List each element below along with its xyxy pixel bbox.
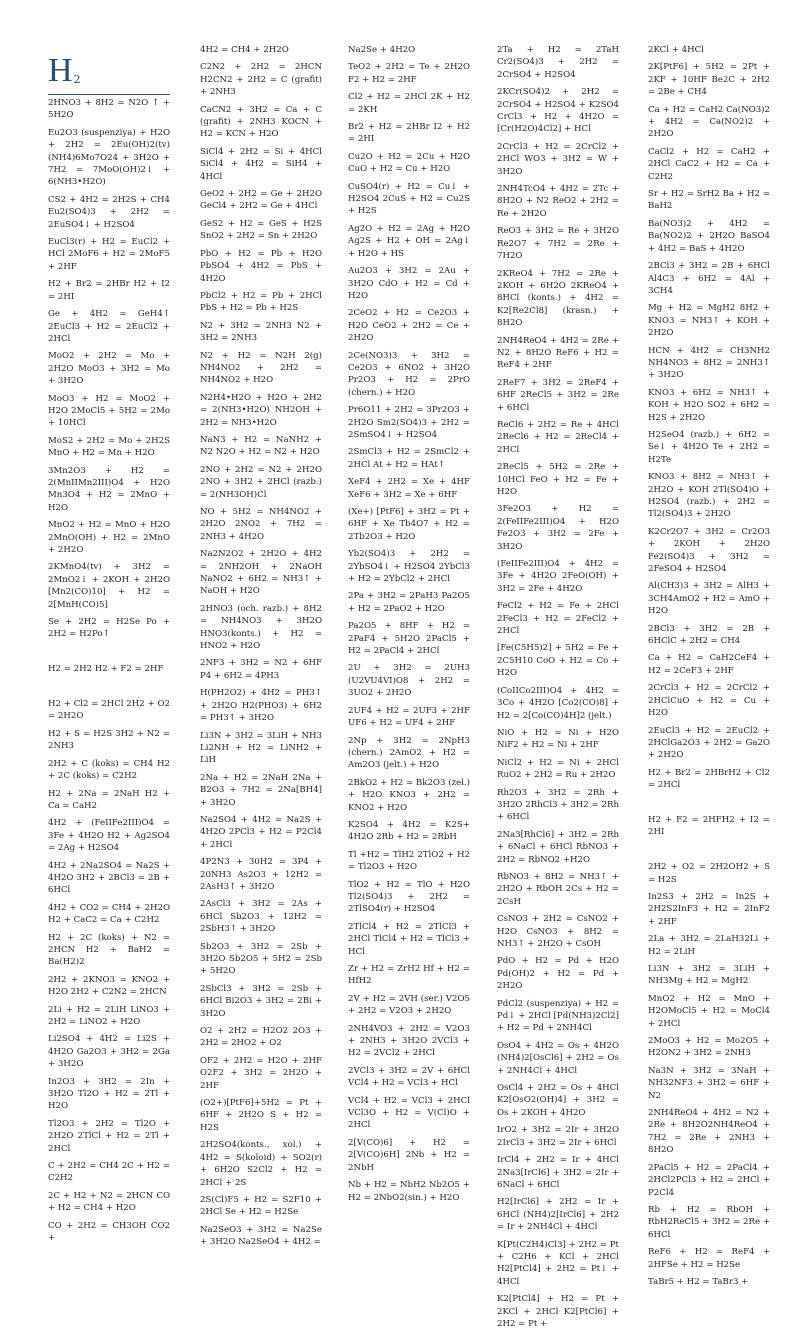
equation-line: 2S(Cl)F5 + H2 = S2F10 + 2HCl Se + H2 = H2Se xyxy=(200,1194,322,1218)
equation-line: 4H2 + (FeIIFe2III)O4 = 3Fe + 4H2O H2 + Ag2SO4 = 2Ag + H2SO4 xyxy=(48,818,170,854)
equation-line: Yb2(SO4)3 + 2H2 = 2YbSO4↓ + H2SO4 2YbCl3 + H2 = 2YbCl2 + 2HCl xyxy=(348,549,470,585)
equation-line: K2[PtCl4] + H2 = Pt + 2KCl + 2HCl K2[PtCl6] + 2H2 = Pt + xyxy=(497,1294,619,1329)
equation-line: IrO2 + 3H2 = 2Ir + 3H2O 2IrCl3 + 3H2 = 2Ir + 6HCl xyxy=(497,1125,619,1148)
equation-line: 2NF3 + 3H2 = N2 + 6HF P4 + 6H2 = 4PH3 xyxy=(200,658,322,681)
equation-line: ReF6 + H2 = ReF4 + 2HFSe + H2 = H2Se xyxy=(648,1247,770,1270)
equation-line: H2 + 2C (koks) + N2 = 2HCN H2 + BaH2 = Ba(H2)2 xyxy=(48,932,170,968)
equation-line: 2H2 + 2KNO3 = KNO2 + H2O 2H2 + C2N2 = 2HCN xyxy=(48,974,170,998)
equation-line: Sr + H2 = SrH2 Ba + H2 = BaH2 xyxy=(648,189,770,212)
equation-line: 2BCl3 + 3H2 = 2B + 6HCl Al4C3 + 6H2 = 4Al + 3CH4 xyxy=(648,261,770,296)
equation-line: K2Cr2O7 + 3H2 = Cr2O3 + 2KOH + 2H2O Fe2(SO4)3 + 3H2 = 2FeSO4 + H2SO4 xyxy=(648,526,770,575)
equation-line: TaBr5 + H2 = TaBr3 + xyxy=(648,1276,749,1287)
equation-line: Sb2O3 + 3H2 = 2Sb + 3H2O Sb2O5 + 5H2 = 2Sb + 5H2O xyxy=(200,941,322,977)
equation-line: KNO3 + 8H2 = NH3↑ + 2H2O + KOH 2Tl(SO4)O + H2SO4 (razb.) + 2H2 = Tl2(SO4)3 + 2H2O xyxy=(648,472,770,520)
equation-line: K[Pt(C2H4)Cl3] + 2H2 = Pt + C2H6 + KCl + 2HCl H2[PtCl4] + 2H2 = Pt↓ + 4HCl xyxy=(497,1239,619,1287)
equation-line: MoO3 + H2 = MoO2 + H2O 2MoCl5 + 5H2 = 2Mo + 10HCl xyxy=(48,393,170,429)
equation-line: CS2 + 4H2 = 2H2S + CH4 Eu2(SO4)3 + 2H2 = 2EuSO4↓ + H2SO4 xyxy=(48,194,170,230)
equation-line: OsCl4 + 2H2 = Os + 4HCl K2[OsO2(OH)4] + 3H2 = Os + 2KOH + 4H2O xyxy=(497,1083,619,1118)
equation-line: 2SmCl3 + H2 = 2SmCl2 + 2HCl At + H2 = HAt↑ xyxy=(348,447,470,470)
equation-line: 3Fe2O3 + H2 = 2(FeIIFe2III)O4 + H2O Fe2O3 + 3H2 = 2Fe + 3H2O xyxy=(497,504,619,552)
equation-line: 2Ta + H2 = 2TaH Cr2(SO4)3 + 2H2 = 2CrSO4 + H2SO4 xyxy=(497,45,619,80)
equation-line: 2H2 + C (koks) = CH4 H2 + 2C (koks) = C2H2 xyxy=(48,758,170,782)
equation-line: 2MoO3 + H2 = Mo2O5 + H2ON2 + 3H2 = 2NH3 xyxy=(648,1036,770,1059)
equation-line: 2AsCl3 + 3H2 = 2As + 6HCl Sb2O3 + 12H2 = 2SbH3↑ + 3H2O xyxy=(200,899,322,935)
equation-line xyxy=(648,797,770,809)
equation-line: CuSO4(r) + H2 = Cu↓ + H2SO4 2CuS + H2 = Cu2S + H2S xyxy=(348,181,470,217)
equation-line: 2KCl + 4HCl xyxy=(648,45,704,55)
equation-line: 2BCl3 + 3H2 = 2B + 6HClC + 2H2 = CH4 xyxy=(648,623,770,647)
equation-line: H2 + 2Na = 2NaH H2 + Ca = CaH2 xyxy=(48,788,170,811)
equation-line xyxy=(48,646,170,658)
equation-line: 2NH4ReO4 + 4H2 = N2 + 2Re + 8H2O2NH4ReO4 + 7H2 = 2Re + 2NH3 + 8H2O xyxy=(648,1108,770,1156)
equation-line: (Xe+) [PtF6] + 3H2 = Pt + 6HF + Xe Tb4O7 + H2 = 2Tb2O3 + H2O xyxy=(348,507,470,542)
equation-line: Nb + H2 = NbH2 Nb2O5 + H2 = 2NbO2(sin.) + H2O xyxy=(348,1180,470,1203)
equation-line: Pa2O5 + 8HF + H2 = 2PaF4 + 5H2O 2PaCl5 + H2 = 2PaCl4 + 2HCl xyxy=(348,621,470,657)
equation-line: 2KMnO4(tv) + 3H2 = 2MnO2↓ + 2KOH + 2H2O [Mn2(CO)10] + H2 = 2[MnH(CO)5] xyxy=(48,562,170,610)
equation-line: C + 2H2 = CH4 2C + H2 = C2H2 xyxy=(48,1161,170,1184)
equation-line: O2 + 2H2 = H2O2 2O3 + 2H2 = 2HO2 + O2 xyxy=(200,1026,322,1049)
equation-line: 2EuCl3 + H2 = 2EuCl2 + 2HClGa2O3 + 2H2 = Ga2O + 2H2O xyxy=(648,725,770,761)
equation-line: 2NH4ReO4 + 4H2 = 2Re + N2 + 8H2O ReF6 + H2 = ReF4 + 2HF xyxy=(497,335,619,371)
equation-line: TeO2 + 2H2 = Te + 2H2O F2 + H2 = 2HF xyxy=(348,62,470,85)
column-4 xyxy=(497,44,619,1335)
equation-line: NaN3 + H2 = NaNH2 + N2 N2O + H2 = N2 + H2O xyxy=(200,434,322,458)
equation-line: 2Na3[RhCl6] + 3H2 = 2Rh + 6NaCl + 6HCl RbNO3 + 2H2 = RbNO2 +H2O xyxy=(497,829,619,865)
equation-line: NiO + H2 = Ni + H2O NiF2 + H2 = Ni + 2HF xyxy=(497,727,619,751)
column-1 xyxy=(48,94,170,1250)
equation-line: 2KReO4 + 7H2 = 2Re + 2KOH + 6H2O 2KReO4 + 8HCl (konts.) + 4H2 = K2[Re2Cl8] (krasn.) + 8H2O xyxy=(497,268,619,329)
equation-line: 2UF4 + H2 = 2UF3 + 2HF UF6 + H2 = UF4 + 2HF xyxy=(348,705,470,729)
column-5 xyxy=(648,44,770,1293)
equation-line: In2O3 + 3H2 = 2In + 3H2O Tl2O + H2 = 2Tl + H2O xyxy=(48,1076,170,1112)
equation-line: 2CeO2 + H2 = Ce2O3 + H2O CeO2 + 2H2 = Ce + 2H2O xyxy=(348,308,470,344)
equation-line: 4H2 = CH4 + 2H2O xyxy=(200,45,289,55)
equation-line: 2NO + 2H2 = N2 + 2H2O 2NO + 3H2 + 2HCl (razb.) = 2(NH3OH)Cl xyxy=(200,464,322,500)
equation-line: 2V + H2 = 2VH (ser.) V2O5 + 2H2 = V2O3 + 2H2O xyxy=(348,993,470,1017)
equation-line: 3Mn2O3 + H2 = 2(MnIIMn2III)O4 + H2O Mn3O4 + H2 = 2MnO + H2O xyxy=(48,465,170,513)
equation-line: PdO + H2 = Pd + H2O Pd(OH)2 + H2 = Pd + 2H2O xyxy=(497,956,619,992)
equation-line: 2ReCl5 + 5H2 = 2Re + 10HCl FeO + H2 = Fe + H2O xyxy=(497,462,619,497)
equation-line: (O2+)[PtF6]+5H2 = Pt + 6HF + 2H2O S + H2 = H2S xyxy=(200,1098,322,1133)
equation-line: CaCl2 + H2 = CaH2 + 2HCl CaC2 + H2 = Ca + C2H2 xyxy=(648,146,770,182)
equation-line: FeCl2 + H2 = Fe + 2HCl 2FeCl3 + H2 = 2FeCl2 + 2HCl xyxy=(497,601,619,637)
equation-line: Ca + H2 = CaH2CeF4 + H2 = 2CeF3 + 2HF xyxy=(648,653,770,676)
equation-line: 2HNO3 + 8H2 = N2O ↑ + 5H2O xyxy=(48,98,170,121)
equation-line: Li3N + 3H2 = 3LiH + NH3Mg + H2 = MgH2 xyxy=(648,964,770,987)
equation-line: 2C + H2 + N2 = 2HCN CO + H2 = CH4 + H2O xyxy=(48,1190,170,1214)
equation-line: 2TlCl4 + H2 = 2TlCl3 + 2HCl TlCl4 + H2 = TlCl3 + HCl xyxy=(348,921,470,957)
equation-line: CsNO3 + 2H2 = CsNO2 + H2O CsNO3 + 8H2 = NH3↑ + 2H2O + CsOH xyxy=(497,914,619,949)
equation-line: In2S3 + 2H2 = In2S + 2H2S2InF3 + H2 = 2InF2 + 2HF xyxy=(648,891,770,927)
equation-line: 2NH4TcO4 + 4H2 = 2Tc + 8H2O + N2 ReO2 + 2H2 = Re + 2H2O xyxy=(497,184,619,219)
equation-line xyxy=(648,844,770,856)
equation-line: CO + 2H2 = CH3OH CO2 + xyxy=(48,1220,170,1244)
equation-line: Ca + H2 = CaH2 Ca(NO3)2 + 4H2 = Ca(NO2)2 + 2H2O xyxy=(648,104,770,140)
equation-line: 2SbCl3 + 3H2 = 2Sb + 6HCl Bi2O3 + 3H2 = 2Bi + 3H2O xyxy=(200,983,322,1019)
equation-line: H2 + S = H2S 3H2 + N2 = 2NH3 xyxy=(48,728,170,752)
equation-line: Tl2O3 + 2H2 = Tl2O + 2H2O 2TlCl + H2 = 2Tl + 2HCl xyxy=(48,1118,170,1154)
equation-line: 2Ce(NO3)3 + 3H2 = Ce2O3 + 6NO2 + 3H2O Pr2O3 + H2 = 2PrO (chern.) + H2O xyxy=(348,350,470,398)
equation-line: IrCl4 + 2H2 = Ir + 4HCl 2Na3[IrCl6] + 3H2 = 2Ir + 6NaCl + 6HCl xyxy=(497,1155,619,1190)
equation-line: EuCl3(r) + H2 = EuCl2 + HCl 2MoF6 + H2 = 2MoF5 + 2HF xyxy=(48,237,170,272)
equation-line: Al(CH3)3 + 3H2 = AlH3 + 3CH4AmO2 + H2 = AmO + H2O xyxy=(648,581,770,617)
equation-line: CaCN2 + 3H2 = Ca + C (grafit) + 2NH3 KOCN + H2 = KCN + H2O xyxy=(200,104,322,140)
equation-line: NO + 5H2 = NH4NO2 + 2H2O 2NO2 + 7H2 = 2NH3 + 4H2O xyxy=(200,507,322,542)
equation-line: 2Na + H2 = 2NaH 2Na + B2O3 + 7H2 = 2Na[BH4] + 3H2O xyxy=(200,772,322,808)
equation-line: MoS2 + 2H2 = Mo + 2H2S MnO + H2 = Mn + H2O xyxy=(48,435,170,459)
equation-line: GeS2 + H2 = GeS + H2S SnO2 + 2H2 = Sn + 2H2O xyxy=(200,218,322,242)
equation-line: (CoIICo2III)O4 + 4H2 = 3Co + 4H2O [Co2(CO)8] + H2 = 2[Co(CO)4H]2 (jelt.) xyxy=(497,685,619,721)
equation-line: Br2 + H2 = 2HBr I2 + H2 = 2HI xyxy=(348,122,470,145)
equation-line: Pr6O11 + 2H2 = 3Pr2O3 + 2H2O Sm2(SO4)3 + 2H2 = 2SmSO4↓ + H2SO4 xyxy=(348,405,470,440)
equation-line: 4P2N3 + 30H2 = 3P4 + 20NH3 As2O3 + 12H2 = 2AsH3↑ + 3H2O xyxy=(200,857,322,892)
equation-line: Eu2O3 (suspenziya) + H2O + 2H2 = 2Eu(OH)2(tv) (NH4)6Mo7O24 + 3H2O + 7H2 = 7MoO(OH)2↓ + 6(NH3•H2O) xyxy=(48,127,170,188)
column-2 xyxy=(200,44,322,1254)
equation-line: 2KCr(SO4)2 + 2H2 = 2CrSO4 + H2SO4 + K2SO4 CrCl3 + H2 + 4H2O = [Cr(H2O)4Cl2] + HCl xyxy=(497,87,619,135)
equation-line: TlO2 + H2 = TlO + H2O Tl2(SO4)3 + 2H2 = 2TlSO4(r) + H2SO4 xyxy=(348,879,470,915)
equation-line: Cl2 + H2 = 2HCl 2K + H2 = 2KH xyxy=(348,92,470,115)
equation-line: Li3N + 3H2 = 3LiH + NH3 Li2NH + H2 = LiNH2 + LiH xyxy=(200,730,322,766)
equation-line: H(PH2O2) + 4H2 = PH3↑ + 2H2O H2(PHO3) + 6H2 = PH3↑ + 3H2O xyxy=(200,688,322,724)
equation-line: N2 + H2 = N2H 2(g) NH4NO2 + 2H2 = NH4NO2 + H2O xyxy=(200,350,322,386)
equation-line: Ag2O + H2 = 2Ag + H2O Ag2S + H2 + OH = 2Ag↓ + H2O + HS xyxy=(348,223,470,259)
page-heading xyxy=(48,52,81,90)
equation-line: 2H2SO4(konts., xol.) + 4H2 = S(koloid) + SO2(r) + 6H2O S2Cl2 + H2 = 2HCl + 2S xyxy=(200,1140,322,1188)
equation-line: MnO2 + H2 = MnO + H2O 2MnO(OH) + H2 = 2MnO + 2H2O xyxy=(48,520,170,555)
equation-line: Zr + H2 = ZrH2 Hf + H2 = HfH2 xyxy=(348,964,470,987)
equation-line: 2K[PtF6] + 5H2 = 2Pt + 2KF + 10HF Be2C + 2H2 = 2Be + CH4 xyxy=(648,62,770,98)
equation-line: 4H2 + 2Na2SO4 = Na2S + 4H2O 3H2 + 2BCl3 = 2B + 6HCl xyxy=(48,860,170,896)
equation-line: H2 + Br2 = 2HBr H2 + I2 = 2HI xyxy=(48,279,170,302)
equation-line: Ba(NO3)2 + 4H2 = Ba(NO2)2 + 2H2O BaSO4 + 4H2 = BaS + 4H2O xyxy=(648,218,770,254)
equation-line: (FeIIFe2III)O4 + 4H2 = 3Fe + 4H2O 2FeO(OH) + 3H2 = 2Fe + 4H2O xyxy=(497,559,619,594)
equation-line: ReCl6 + 2H2 = Re + 4HCl 2ReCl6 + H2 = 2ReCl4 + 2HCl xyxy=(497,419,619,455)
equation-line: [Fe(C5H5)2] + 5H2 = Fe + 2C5H10 CoO + H2 = Co + H2O xyxy=(497,643,619,679)
equation-line: 4H2 + CO2 = CH4 + 2H2O H2 + CaC2 = Ca + C2H2 xyxy=(48,902,170,926)
equation-line: 2Li + H2 = 2LiH LiNO3 + 2H2 = LiNO2 + H2O xyxy=(48,1004,170,1027)
equation-line: 2U + 3H2 = 2UH3 (U2VU4VI)O8 + 2H2 = 3UO2 + 2H2O xyxy=(348,663,470,699)
equation-line xyxy=(48,681,170,693)
equation-line: H2 = 2H2 H2 + F2 = 2HF xyxy=(48,664,164,675)
equation-line: H2SeO4 (razb.) + 6H2 = Se↓ + 4H2O Te + 2H2 = H2Te xyxy=(648,429,770,465)
equation-line: H2 + Cl2 = 2HCl 2H2 + O2 = 2H2O xyxy=(48,699,170,722)
equation-line: N2 + 3H2 = 2NH3 N2 + 3H2 = 2NH3 xyxy=(200,320,322,344)
equation-line: GeO2 + 2H2 = Ge + 2H2O GeCl4 + 2H2 = Ge + 4HCl xyxy=(200,189,322,212)
equation-line: 2ReF7 + 3H2 = 2ReF4 + 6HF 2ReCl5 + 3H2 = 2Re + 6HCl xyxy=(497,377,619,413)
equation-line: 2CrCl3 + H2 = 2CrCl2 + 2HClCuO + H2 = Cu + H2O xyxy=(648,683,770,719)
equation-line: 2NH4VO3 + 2H2 = V2O3 + 2NH3 + 3H2O 2VCl3 + H2 = 2VCl2 + 2HCl xyxy=(348,1023,470,1059)
equation-line: 2La + 3H2 = 2LaH32Li + H2 = 2LiH xyxy=(648,934,770,957)
column-3 xyxy=(348,44,470,1209)
equation-line: RbNO3 + 8H2 = NH3↑ + 2H2O + RbOH 2Cs + H2 = 2CsH xyxy=(497,871,619,907)
heading-symbol: H xyxy=(48,52,73,89)
equation-line: Tl +H2 = TlH2 2TlO2 + H2 = Tl2O3 + H2O xyxy=(348,849,470,873)
equation-line: SiCl4 + 2H2 = Si + 4HCl SiCl4 + 4H2 = SiH4 + 4HCl xyxy=(200,146,322,182)
equation-line: NiCl2 + H2 = Ni + 2HCl RuO2 + 2H2 = Ru + 2H2O xyxy=(497,757,619,781)
equation-line: PbO + H2 = Pb + H2O PbSO4 + 4H2 = PbS + 4H2O xyxy=(200,248,322,284)
equation-line: 2CrCl3 + H2 = 2CrCl2 + 2HCl WO3 + 3H2 = W + 3H2O xyxy=(497,141,619,177)
equation-line: 2VCl3 + 3H2 = 2V + 6HCl VCl4 + H2 = VCl3 + HCl xyxy=(348,1065,470,1089)
equation-line: VCl4 + H2 = VCl3 + 2HCl VCl3O + H2 = V(Cl)O + 2HCl xyxy=(348,1095,470,1131)
equation-line: MoO2 + 2H2 = Mo + 2H2O MoO3 + 3H2 = Mo + 3H2O xyxy=(48,351,170,387)
equation-line: Se + 2H2 = H2Se Po + 2H2 = H2Po↑ xyxy=(48,617,170,640)
equation-line: 2Np + 3H2 = 2NpH3 (chern.) 2AmO2 + H2 = Am2O3 (jelt.) + H2O xyxy=(348,735,470,771)
equation-line: 2PaCl5 + H2 = 2PaCl4 + 2HCl2PCl3 + H2 = 2HCl + P2Cl4 xyxy=(648,1162,770,1198)
equation-line: N2H4•H2O + H2O + 2H2 = 2(NH3•H2O) NH2OH + 2H2 = NH3•H2O xyxy=(200,392,322,428)
equation-line: 2[V(CO)6] + H2 = 2[V(CO)6H] 2Nb + H2 = 2NbH xyxy=(348,1137,470,1173)
equation-line: 2BkO2 + H2 = Bk2O3 (zel.) + H2O KNO3 + 2H2 = KNO2 + H2O xyxy=(348,777,470,813)
equation-line: XeF4 + 2H2 = Xe + 4HF XeF6 + 3H2 = Xe + 6HF xyxy=(348,477,470,500)
equation-line: H2[IrCl6] + 2H2 = Ir + 6HCl (NH4)2[IrCl6] + 2H2 = Ir + 2NH4Cl + 4HCl xyxy=(497,1197,619,1233)
equation-line: 2Pa + 3H2 = 2PaH3 Pa2O5 + H2 = 2PaO2 + H2O xyxy=(348,591,470,614)
equation-line: Na2SO4 + 4H2 = Na2S + 4H2O 2PCl3 + H2 = P2Cl4 + 2HCl xyxy=(200,814,322,850)
equation-line: MnO2 + H2 = MnO + H2OMoCl5 + H2 = MoCl4 + 2HCl xyxy=(648,993,770,1029)
equation-line: Rh2O3 + 3H2 = 2Rh + 3H2O 2RhCl3 + 3H2 = 2Rh + 6HCl xyxy=(497,787,619,823)
equation-line: H2 + Br2 = 2HBrH2 + Cl2 = 2HCl xyxy=(648,767,770,791)
equation-line: Rb + H2 = RbOH + RbH2ReCl5 + 3H2 = 2Re + 6HCl xyxy=(648,1204,770,1240)
equation-line: Li2SO4 + 4H2 = Li2S + 4H2O Ga2O3 + 3H2 = 2Ga + 3H2O xyxy=(48,1034,170,1070)
equation-line: Na2SeO3 + 3H2 = Na2Se + 3H2O Na2SeO4 + 4H2 = xyxy=(200,1224,322,1248)
equation-line: Na3N + 3H2 = 3NaH + NH32NF3 + 3H2 = 6HF + N2 xyxy=(648,1065,770,1101)
equation-line: KNO3 + 6H2 = NH3↑ + KOH + H2O SO2 + 6H2 = H2S + 2H2O xyxy=(648,387,770,423)
heading-subscript: 2 xyxy=(73,73,81,86)
equation-line: Au2O3 + 3H2 = 2Au + 3H2O CdO + H2 = Cd + H2O xyxy=(348,266,470,301)
equation-line: H2 + F2 = 2HFH2 + I2 = 2HI xyxy=(648,814,770,838)
equation-line: OF2 + 2H2 = H2O + 2HF O2F2 + 3H2 = 2H2O + 2HF xyxy=(200,1055,322,1091)
equation-line: OsO4 + 4H2 = Os + 4H2O (NH4)2[OsCl6] + 2H2 = Os + 2NH4Cl + 4HCl xyxy=(497,1040,619,1076)
equation-line: PbCl2 + H2 = Pb + 2HCl PbS + H2 = Pb + H2S xyxy=(200,290,322,314)
equation-line: K2SO4 + 4H2 = K2S+ 4H2O 2Rb + H2 = 2RbH xyxy=(348,819,470,843)
equation-line: Na2Se + 4H2O xyxy=(348,45,416,55)
equation-line: ReO3 + 3H2 = Re + 3H2O Re2O7 + 7H2 = 2Re + 7H2O xyxy=(497,226,619,262)
equation-line: 2H2 + O2 = 2H2OH2 + S = H2S xyxy=(648,862,770,885)
equation-line: Cu2O + H2 = 2Cu + H2O CuO + H2 = Cu + H2O xyxy=(348,151,470,175)
equation-line: 2HNO3 (och. razb.) + 8H2 = NH4NO3 + 3H2O HNO3(konts.) + H2 = HNO2 + H2O xyxy=(200,603,322,652)
equation-line: PdCl2 (suspenziya) + H2 = Pd↓ + 2HCl [Pd(NH3)2Cl2] + H2 = Pd + 2NH4Cl xyxy=(497,998,619,1034)
equation-line: HCN + 4H2 = CH3NH2 NH4NO3 + 8H2 = 2NH3↑ + 3H2O xyxy=(648,345,770,381)
equation-line: Ge + 4H2 = GeH4↑ 2EuCl3 + H2 = 2EuCl2 + 2HCl xyxy=(48,309,170,344)
equation-line: Na2N2O2 + 2H2O + 4H2 = 2NH2OH + 2NaOH NaNO2 + 6H2 = NH3↑ + NaOH + H2O xyxy=(200,549,322,597)
equation-line: Mg + H2 = MgH2 8H2 + KNO3 = NH3↑ + KOH + 2H2O xyxy=(648,303,770,339)
equation-line: C2N2 + 2H2 = 2HCN H2CN2 + 2H2 = C (grafit) + 2NH3 xyxy=(200,62,322,98)
